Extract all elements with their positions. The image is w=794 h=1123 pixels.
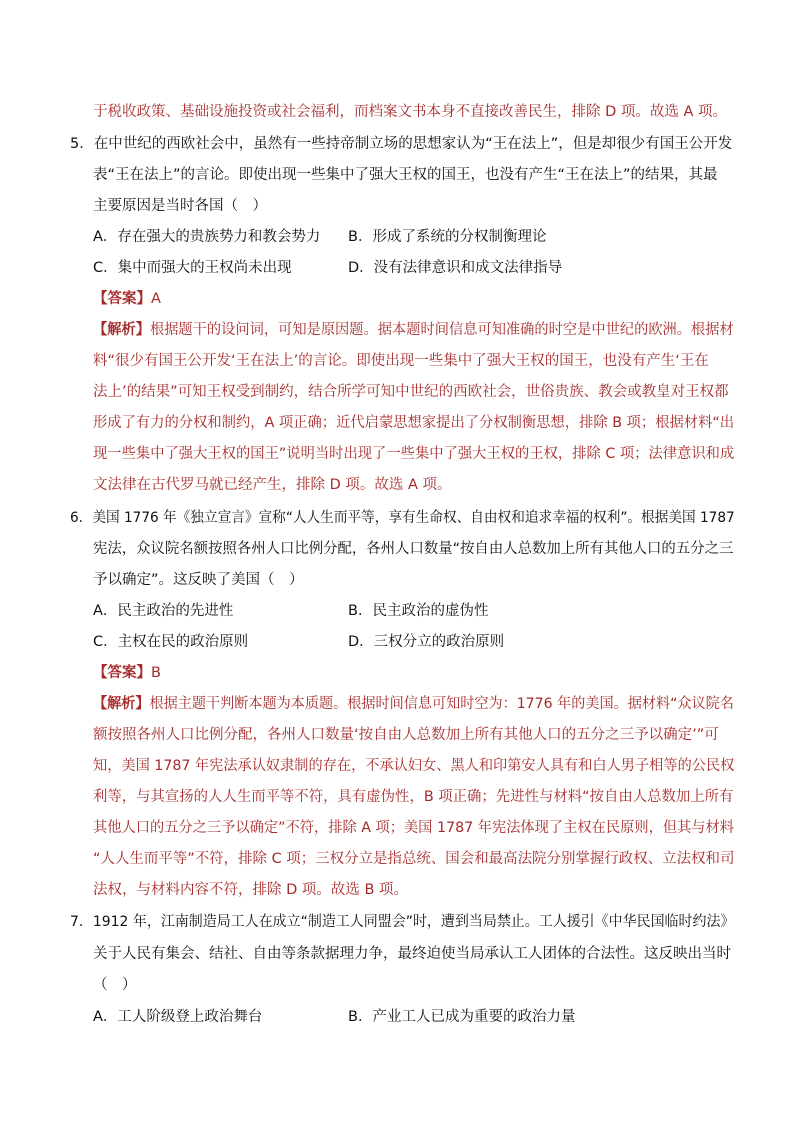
q6-option-a: A．民主政治的先进性 <box>93 603 234 619</box>
q7-option-b: B．产业工人已成为重要的政治力量 <box>348 1009 576 1025</box>
answer-letter: A <box>151 291 161 307</box>
q5-option-a: A．存在强大的贵族势力和教会势力 <box>93 229 321 245</box>
q5-option-d: D．没有法律意识和成文法律指导 <box>348 260 563 276</box>
analysis-text: 根据主题干判断本题为本质题。根据时间信息可知时空为：1776 年的美国。据材料“众议院名 <box>149 696 734 712</box>
q6-stem-line-2: 宪法，众议院名额按照各州人口比例分配，各州人口数量“按自由人总数加上所有其他人口的五分之三 <box>93 541 734 557</box>
analysis-tag: 【解析】 <box>93 696 150 712</box>
previous-analysis-tail: 于税收政策、基础设施投资或社会福利，而档案文书本身不直接改善民生，排除 D 项。故选 A 项。 <box>93 104 728 120</box>
q5-analysis-line-5: 现一些集中了强大王权的国王”说明当时出现了一些集中了强大王权的王权，排除 C 项；法律意识和成 <box>93 446 735 462</box>
q6-analysis-line-4: 利等，与其宣扬的人人生而平等不符，具有虚伪性，B 项正确；先进性与材料“按自由人总数加上所有 <box>93 789 734 805</box>
q5-option-b: B．形成了系统的分权制衡理论 <box>348 229 547 245</box>
q6-analysis-line-3: 知，美国 1787 年宪法承认奴隶制的存在，不承认妇女、黑人和印第安人具有和白人男子相等的公民权 <box>93 758 735 774</box>
q6-answer <box>93 663 161 683</box>
q6-option-d: D．三权分立的政治原则 <box>348 634 505 650</box>
q6-analysis-line-1 <box>93 694 734 714</box>
q6-stem-line-1: 6．美国 1776 年《独立宣言》宣称“人人生而平等，享有生命权、自由权和追求幸福的权利”。根据美国 1787 <box>70 510 735 526</box>
q5-stem-line-2: 表“王在法上”的言论。即使出现一些集中了强大王权的国王，也没有产生“王在法上”的结果，其最 <box>93 167 718 183</box>
q5-analysis-line-4: 形成了有力的分权和制约，A 项正确；近代启蒙思想家提出了分权制衡思想，排除 B 项；根据材料“出 <box>93 415 735 431</box>
q5-analysis-line-3: 法上’的结果”可知王权受到制约，结合所学可知中世纪的西欧社会，世俗贵族、教会或教皇对王权都 <box>93 384 729 400</box>
q6-analysis-line-7: 法权，与材料内容不符，排除 D 项。故选 B 项。 <box>93 882 409 898</box>
q5-analysis-line-1 <box>93 320 734 340</box>
answer-letter: B <box>151 665 161 681</box>
q6-option-b: B．民主政治的虚伪性 <box>348 603 489 619</box>
answer-tag: 【答案】 <box>93 665 151 681</box>
q6-analysis-line-2: 额按照各州人口比例分配，各州人口数量‘按自由人总数加上所有其他人口的五分之三予以确定’”可 <box>93 727 719 743</box>
q5-analysis-line-6: 文法律在古代罗马就已经产生，排除 D 项。故选 A 项。 <box>93 477 452 493</box>
q5-answer <box>93 289 161 309</box>
analysis-tag: 【解析】 <box>93 322 150 338</box>
q5-stem-line-1: 5．在中世纪的西欧社会中，虽然有一些持帝制立场的思想家认为“王在法上”，但是却很少有国王公开发 <box>70 136 733 152</box>
q6-option-c: C．主权在民的政治原则 <box>93 634 249 650</box>
q5-stem-line-3: 主要原因是当时各国（ ） <box>93 198 267 214</box>
q5-analysis-line-2: 料“很少有国王公开发‘王在法上’的言论。即使出现一些集中了强大王权的国王，也没有产生‘王在 <box>93 353 709 369</box>
q7-option-a: A．工人阶级登上政治舞台 <box>93 1009 263 1025</box>
q6-analysis-line-5: 其他人口的五分之三予以确定”不符，排除 A 项；美国 1787 年宪法体现了主权在民原则，但其与材料 <box>93 820 735 836</box>
answer-tag: 【答案】 <box>93 291 151 307</box>
q5-option-c: C．集中而强大的王权尚未出现 <box>93 260 292 276</box>
q7-stem-line-2: 关于人民有集会、结社、自由等条款据理力争，最终迫使当局承认工人团体的合法性。这反映出当时 <box>93 946 731 962</box>
q6-stem-line-3: 予以确定”。这反映了美国（ ） <box>93 572 304 588</box>
q6-analysis-line-6: “人人生而平等”不符，排除 C 项；三权分立是指总统、国会和最高法院分别掌握行政权、立法权和司 <box>93 851 735 867</box>
q7-stem-line-3: （ ） <box>93 977 137 993</box>
analysis-text: 根据题干的设问词，可知是原因题。据本题时间信息可知准确的时空是中世纪的欧洲。根据材 <box>149 322 734 338</box>
q7-stem-line-1: 7．1912 年，江南制造局工人在成立“制造工人同盟会”时，遭到当局禁止。工人援引《中华民国临时约法》 <box>70 914 735 930</box>
